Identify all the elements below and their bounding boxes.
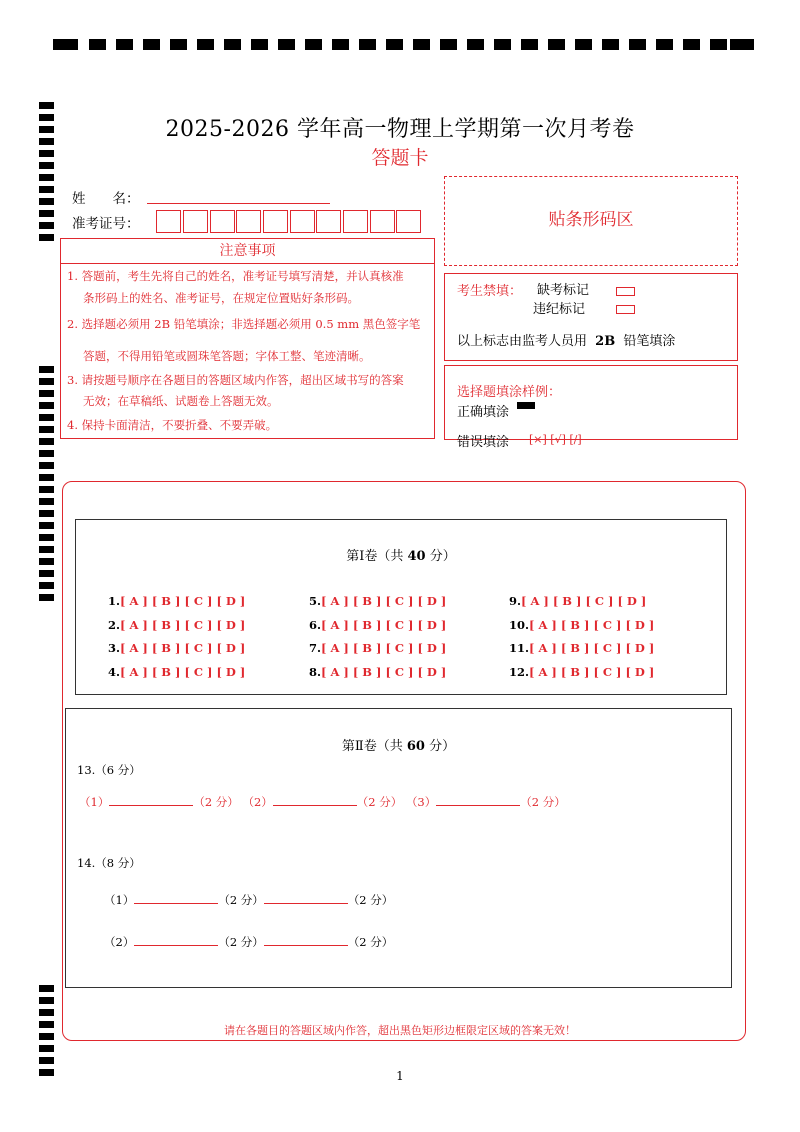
violation-mark-box[interactable] — [616, 305, 635, 314]
notice-item: 答题，不得用铅笔或圆珠笔答题；字体工整、笔迹清晰。 — [83, 349, 371, 363]
notice-item: 无效；在草稿纸、试题卷上答题无效。 — [83, 394, 279, 408]
mc-question[interactable]: 4.[ A ] [ B ] [ C ] [ D ] — [108, 665, 246, 679]
section-2-title: 第Ⅱ卷（共 60 分） — [341, 739, 456, 754]
page-title: 2025-2026 学年高一物理上学期第一次月考卷 — [165, 117, 635, 142]
question-14-label: 14.（8 分） — [77, 856, 141, 870]
name-field[interactable] — [147, 203, 330, 204]
mc-question[interactable]: 8.[ A ] [ B ] [ C ] [ D ] — [309, 665, 447, 679]
mc-question[interactable]: 5.[ A ] [ B ] [ C ] [ D ] — [309, 594, 447, 608]
mc-question[interactable]: 12.[ A ] [ B ] [ C ] [ D ] — [509, 665, 655, 679]
proctor-panel — [444, 273, 738, 361]
section-2-box — [65, 708, 732, 988]
answer-area-warning: 请在各题目的答题区域内作答，超出黑色矩形边框限定区域的答案无效！ — [224, 1024, 576, 1037]
proctor-note: 以上标志由监考人员用 2B 铅笔填涂 — [457, 334, 676, 349]
correct-fill-mark — [517, 402, 535, 409]
notice-item: 条形码上的姓名、准考证号，在规定位置贴好条形码。 — [83, 291, 359, 305]
sample-wrong-label: 错误填涂 — [457, 435, 510, 450]
sample-correct-label: 正确填涂 — [457, 405, 510, 420]
barcode-area: 贴条形码区 — [444, 176, 738, 266]
mc-question[interactable]: 6.[ A ] [ B ] [ C ] [ D ] — [309, 618, 447, 632]
section-1-title: 第Ⅰ卷（共 40 分） — [346, 549, 456, 564]
notice-panel — [60, 238, 435, 439]
section-1-box — [75, 519, 727, 695]
mc-question[interactable]: 11.[ A ] [ B ] [ C ] [ D ] — [509, 641, 655, 655]
question-14-part-1[interactable]: （1） （2 分） （2 分） — [104, 893, 394, 907]
sample-panel — [444, 365, 738, 450]
mc-question[interactable]: 7.[ A ] [ B ] [ C ] [ D ] — [309, 641, 447, 655]
sample-title: 选择题填涂样例： — [457, 385, 562, 400]
exam-id-label: 准考证号： — [72, 216, 140, 232]
notice-item: 4. 保持卡面清洁，不要折叠、不要弄破。 — [67, 418, 278, 432]
name-label: 姓 名： — [72, 191, 140, 207]
mc-question[interactable]: 3.[ A ] [ B ] [ C ] [ D ] — [108, 641, 246, 655]
mc-question[interactable]: 9.[ A ] [ B ] [ C ] [ D ] — [509, 594, 647, 608]
mc-question[interactable]: 2.[ A ] [ B ] [ C ] [ D ] — [108, 618, 246, 632]
mc-question[interactable]: 10.[ A ] [ B ] [ C ] [ D ] — [509, 618, 655, 632]
mc-question[interactable]: 1.[ A ] [ B ] [ C ] [ D ] — [108, 594, 246, 608]
question-13-answers[interactable]: （1） （2 分） （2） （2 分） （3） （2 分） — [79, 795, 566, 809]
page-number: 1 — [396, 1069, 404, 1083]
sample-wrong-marks: [×] [√] [/] — [529, 433, 582, 446]
notice-title: 注意事项 — [61, 239, 434, 264]
absent-mark-label: 缺考标记 — [537, 283, 590, 298]
absent-mark-box[interactable] — [616, 287, 635, 296]
notice-item: 1. 答题前，考生先将自己的姓名，准考证号填写清楚，并认真核准 — [67, 269, 404, 283]
page-subtitle: 答题卡 — [371, 147, 429, 169]
notice-item: 2. 选择题必须用 2B 铅笔填涂；非选择题必须用 0.5 mm 黑色签字笔 — [67, 317, 421, 331]
notice-item: 3. 请按题号顺序在各题目的答题区域内作答，超出区域书写的答案 — [67, 373, 404, 387]
question-13-label: 13.（6 分） — [77, 763, 141, 777]
question-14-part-2[interactable]: （2） （2 分） （2 分） — [104, 935, 394, 949]
violation-mark-label: 违纪标记 — [533, 302, 586, 317]
proctor-label: 考生禁填： — [457, 284, 523, 299]
